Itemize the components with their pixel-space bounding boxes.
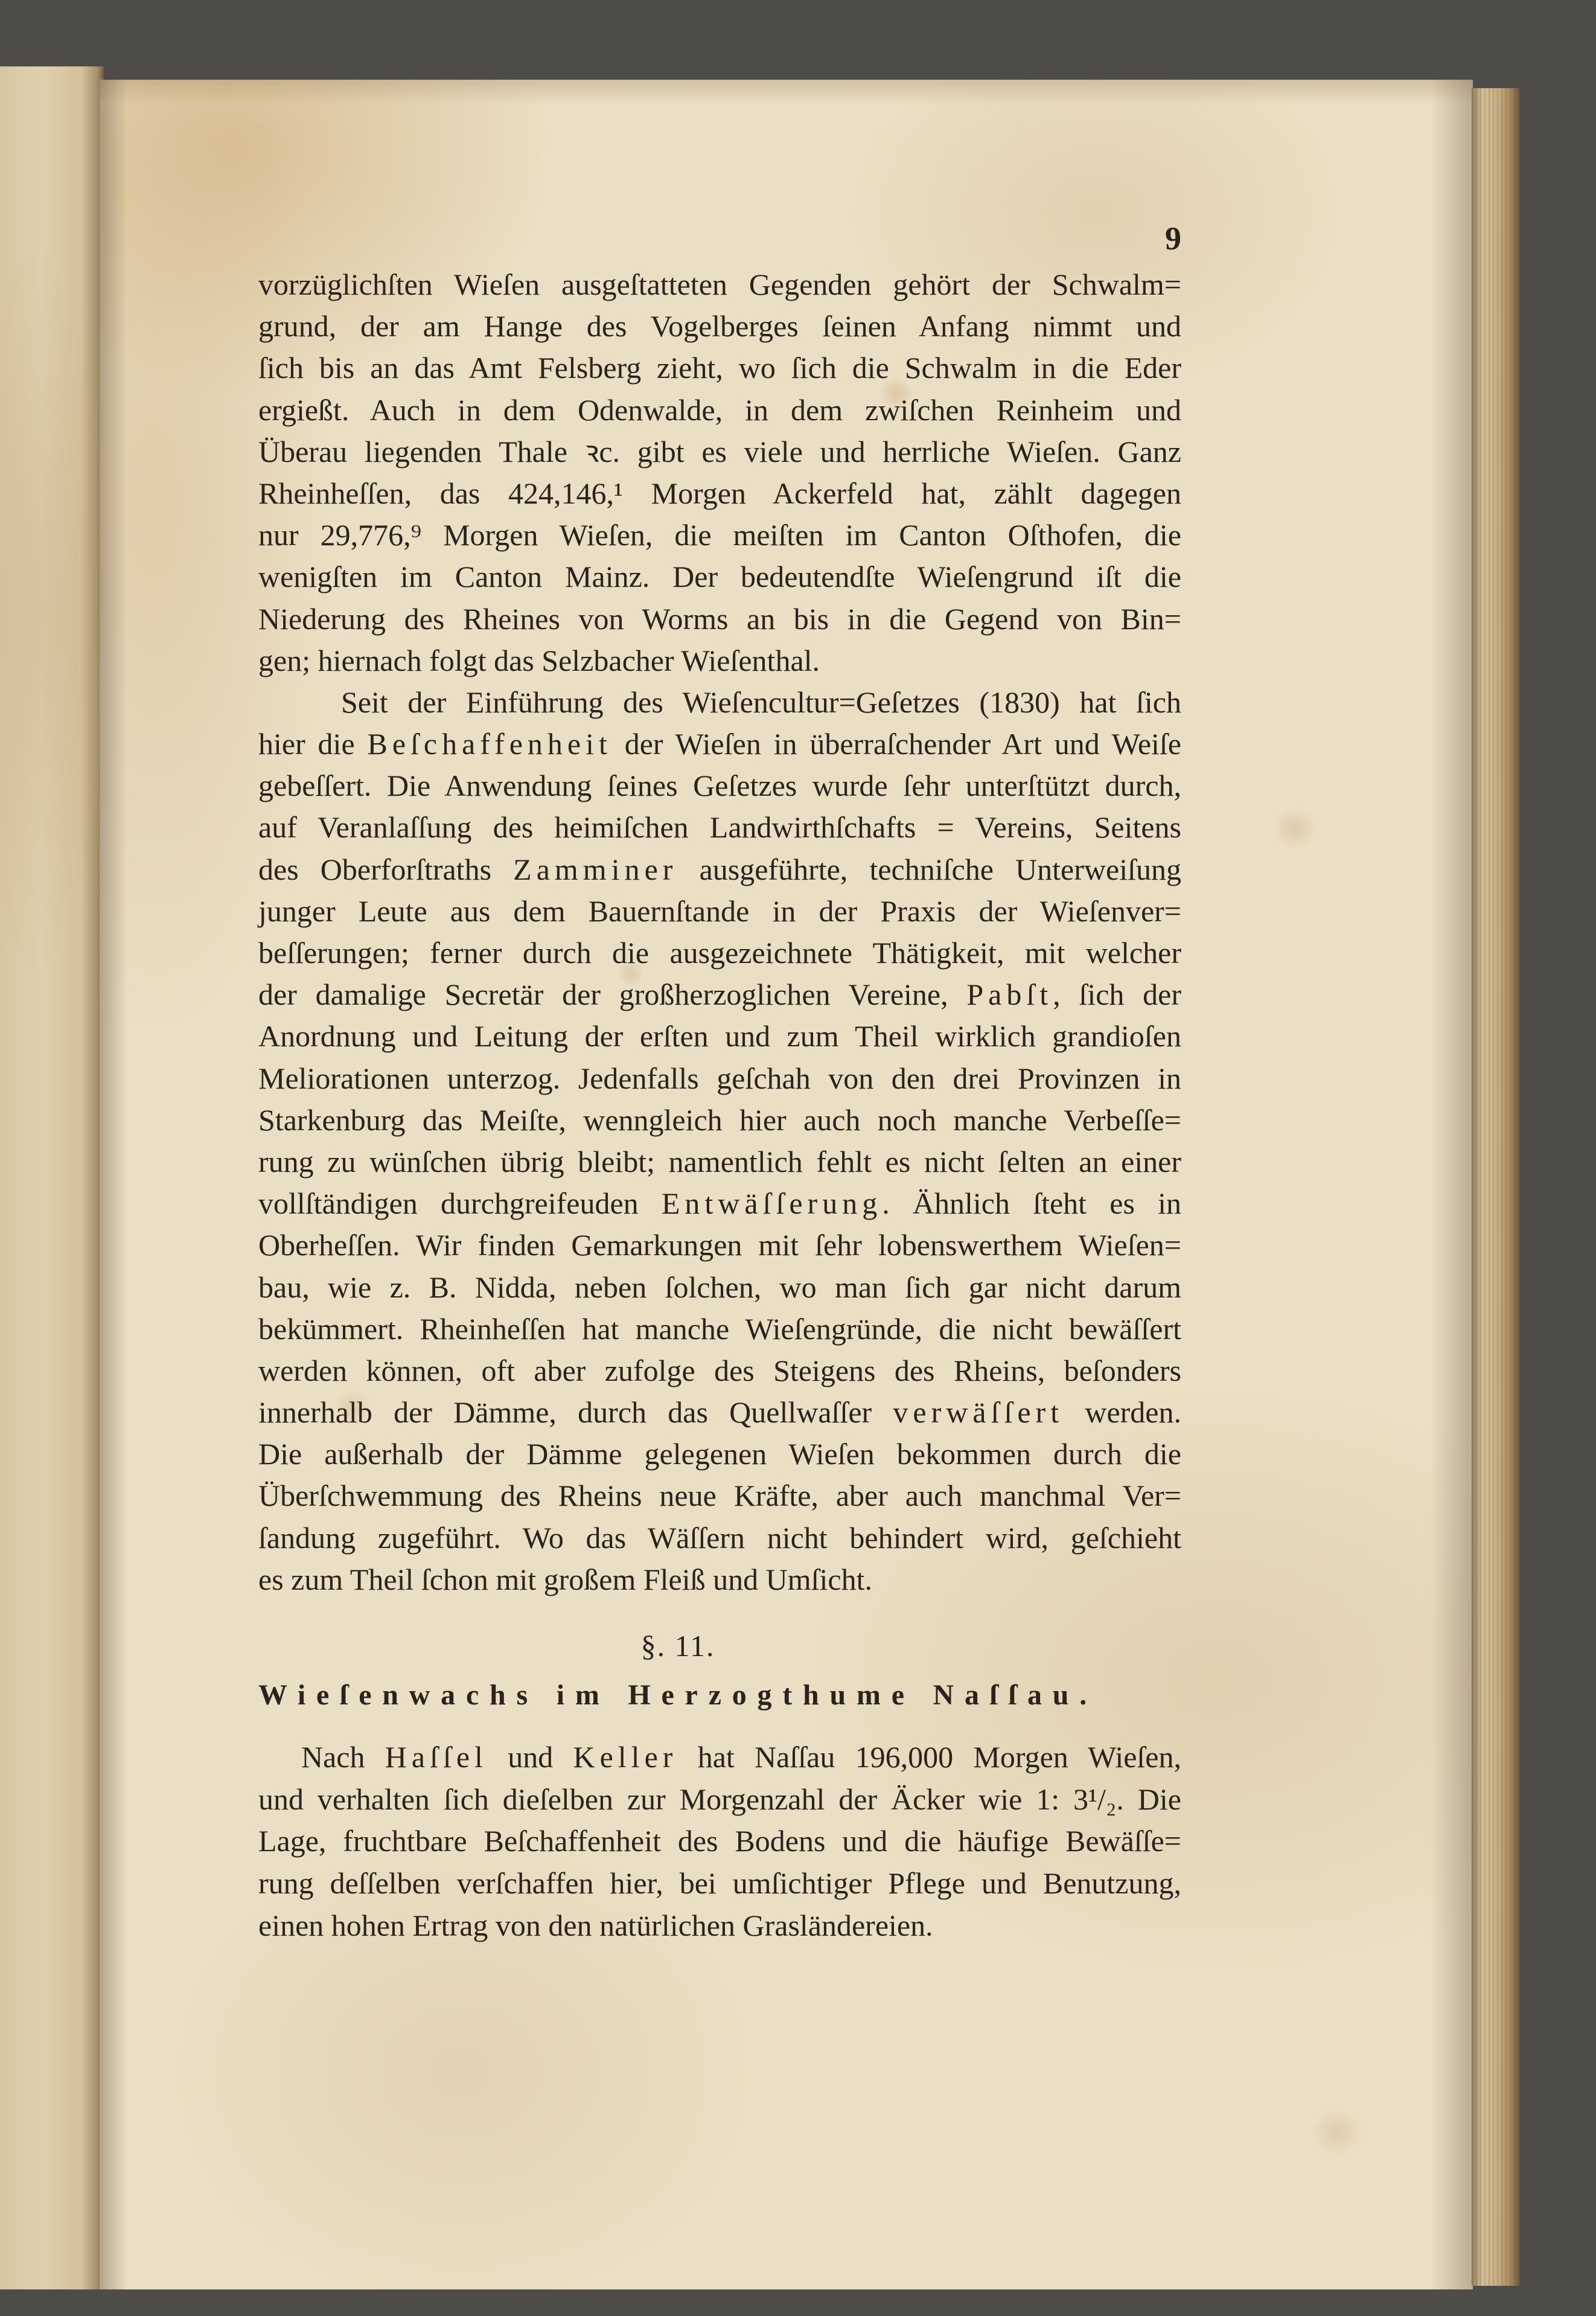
previous-page-edge [0, 66, 104, 2289]
text-line [258, 514, 1181, 556]
text-line [258, 1863, 1181, 1905]
text-line [258, 932, 1181, 974]
line-text: wenigſten im Canton Mainz. Der bedeutendſte Wieſengrund iſt die [258, 560, 1181, 594]
text-line [258, 1308, 1181, 1350]
text-segment: hier die [258, 727, 368, 761]
text-line [258, 1099, 1181, 1141]
text-segment: vollſtändigen durchgreifeuden [258, 1186, 662, 1221]
line-text: junger Leute aus dem Bauernſtande in der Praxis der Wieſenver= [258, 894, 1181, 928]
line-text: Meliorationen unterzog. Jedenfalls geſchah von den drei Provinzen in [258, 1061, 1181, 1095]
emphasized-text: Keller [573, 1740, 678, 1774]
line-text: werden können, oft aber zufolge des Steigens des Rheins, beſonders [258, 1353, 1181, 1387]
line-text: ergießt. Auch in dem Odenwalde, in dem zwiſchen Reinheim und [258, 392, 1181, 427]
text-line [258, 1820, 1181, 1863]
line-text [258, 1392, 1181, 1433]
text-segment: der damalige Secretär der großherzoglichen Vereine, [258, 977, 967, 1012]
line-text [258, 849, 1181, 891]
line-text [301, 1736, 1181, 1779]
text-line [258, 1016, 1181, 1057]
line-text: Überau liegenden Thale ꝛc. gibt es viele und herrliche Wieſen. Ganz [258, 434, 1181, 469]
text-line [258, 849, 1181, 891]
line-text: beſſerungen; ferner durch die ausgezeichnete Thätigkeit, mit welcher [258, 936, 1181, 970]
line-text: ſandung zugeführt. Wo das Wäſſern nicht behindert wird, geſchieht [258, 1520, 1181, 1555]
text-line [258, 473, 1181, 514]
line-text: nur 29,776,⁹ Morgen Wieſen, die meiſten im Canton Oſthofen, die [258, 518, 1181, 552]
line-text: grund, der am Hange des Vogelberges ſeinen Anfang nimmt und [258, 309, 1181, 344]
text-line [258, 1224, 1181, 1266]
line-text: rung zu wünſchen übrig bleibt; namentlich fehlt es nicht ſelten an einer [258, 1144, 1181, 1179]
line-text: gen; hiernach folgt das Selzbacher Wieſenthal. [258, 643, 820, 677]
section-text-column [258, 1736, 1181, 1947]
text-segment: werden. [1064, 1395, 1181, 1430]
text-line [258, 1267, 1181, 1308]
text-line [258, 1517, 1181, 1559]
text-line [258, 1475, 1181, 1517]
text-line [258, 598, 1181, 640]
text-line [258, 765, 1181, 807]
line-text: und verhalten ſich dieſelben zur Morgenzahl der Äcker wie 1: 3¹/₂. Die [258, 1782, 1181, 1816]
line-text: bekümmert. Rheinheſſen hat manche Wieſengründe, die nicht bewäſſert [258, 1311, 1181, 1346]
line-text: Anordnung und Leitung der erſten und zum Theil wirklich grandioſen [258, 1019, 1181, 1054]
line-text [258, 974, 1181, 1016]
paragraph [258, 1736, 1181, 1947]
emphasized-text: Haſſel [385, 1740, 488, 1774]
text-line [258, 1350, 1181, 1392]
line-text: Niederung des Rheines von Worms an bis in die Gegend von Bin= [258, 601, 1181, 636]
emphasized-text: Zamminer [513, 852, 678, 886]
text-line [258, 1058, 1181, 1099]
text-line [258, 640, 1181, 682]
text-line [258, 1905, 1181, 1947]
text-segment: Nach [301, 1740, 385, 1774]
line-text: gebeſſert. Die Anwendung ſeines Geſetzes wurde ſehr unterſtützt durch, [258, 769, 1181, 803]
emphasized-text: Pabſt [966, 977, 1053, 1012]
text-line [258, 1736, 1181, 1779]
text-segment: ausgeführte, techniſche Unterweiſung [677, 852, 1181, 886]
text-line [258, 891, 1181, 932]
emphasized-text: Entwäſſerung [661, 1186, 883, 1221]
paragraph [258, 682, 1181, 1601]
line-text: Lage, fruchtbare Beſchaffenheit des Bodens und die häufige Bewäſſe= [258, 1824, 1181, 1858]
line-text: auf Veranlaſſung des heimiſchen Landwirthſchafts = Vereins, Seitens [258, 810, 1181, 845]
emphasized-text: Beſchaffenheit [367, 727, 612, 761]
text-line [258, 723, 1181, 765]
text-line [258, 1779, 1181, 1821]
line-text: rung deſſelben verſchaffen hier, bei umſichtiger Pflege und Benutzung, [258, 1866, 1181, 1901]
line-text: es zum Theil ſchon mit großem Fleiß und Umſicht. [258, 1562, 872, 1596]
text-segment: und [487, 1740, 573, 1774]
line-text: einen hohen Ertrag von den natürlichen Grasländereien. [258, 1908, 933, 1942]
text-line [258, 264, 1181, 305]
section-title [258, 1674, 1097, 1716]
line-text [258, 1183, 1181, 1224]
paragraph [258, 264, 1181, 682]
text-line [258, 556, 1181, 598]
line-text: Starkenburg das Meiſte, wenngleich hier auch noch manche Verbeſſe= [258, 1102, 1181, 1137]
section-title-text: Wieſenwachs im Herzogthume Naſſau. [258, 1679, 1097, 1711]
line-text [258, 723, 1181, 765]
emphasized-text: verwäſſert [893, 1395, 1064, 1430]
text-line [258, 682, 1181, 723]
text-segment: hat Naſſau 196,000 Morgen Wieſen, [677, 1740, 1181, 1774]
page-stack-edge [1472, 88, 1520, 2286]
text-segment: , ſich der [1053, 977, 1181, 1012]
text-line [258, 974, 1181, 1016]
text-line [258, 807, 1181, 848]
text-line [258, 1392, 1181, 1433]
section-number: §. 11. [640, 1629, 715, 1663]
text-line [258, 431, 1181, 473]
text-line [258, 1559, 1181, 1601]
text-segment: innerhalb der Dämme, durch das Quellwaſſer [258, 1395, 893, 1430]
line-text: Überſchwemmung des Rheins neue Kräfte, aber auch manchmal Ver= [258, 1479, 1181, 1513]
line-text: vorzüglichſten Wieſen ausgeſtatteten Gegenden gehört der Schwalm= [258, 267, 1181, 301]
line-text: bau, wie z. B. Nidda, neben ſolchen, wo man ſich gar nicht darum [258, 1270, 1181, 1304]
text-line [258, 305, 1181, 347]
line-text: Seit der Einführung des Wieſencultur=Geſetzes (1830) hat ſich [341, 685, 1181, 719]
text-line [258, 347, 1181, 389]
line-text: ſich bis an das Amt Felsberg zieht, wo ſich die Schwalm in die Eder [258, 351, 1181, 385]
text-segment: der Wieſen in überraſchender Art und Weiſe [611, 727, 1181, 761]
text-segment: des Oberforſtraths [258, 852, 514, 886]
line-text: Oberheſſen. Wir finden Gemarkungen mit ſehr lobenswerthem Wieſen= [258, 1228, 1181, 1262]
line-text: Die außerhalb der Dämme gelegenen Wieſen bekommen durch die [258, 1437, 1181, 1471]
text-column [258, 264, 1181, 1601]
text-line [258, 1141, 1181, 1183]
text-line [258, 1433, 1181, 1475]
text-line [258, 389, 1181, 431]
text-segment: . Ähnlich ſteht es in [882, 1186, 1181, 1221]
line-text: Rheinheſſen, das 424,146,¹ Morgen Ackerfeld hat, zählt dagegen [258, 476, 1181, 510]
page-number: 9 [1165, 220, 1181, 257]
text-line [258, 1183, 1181, 1224]
